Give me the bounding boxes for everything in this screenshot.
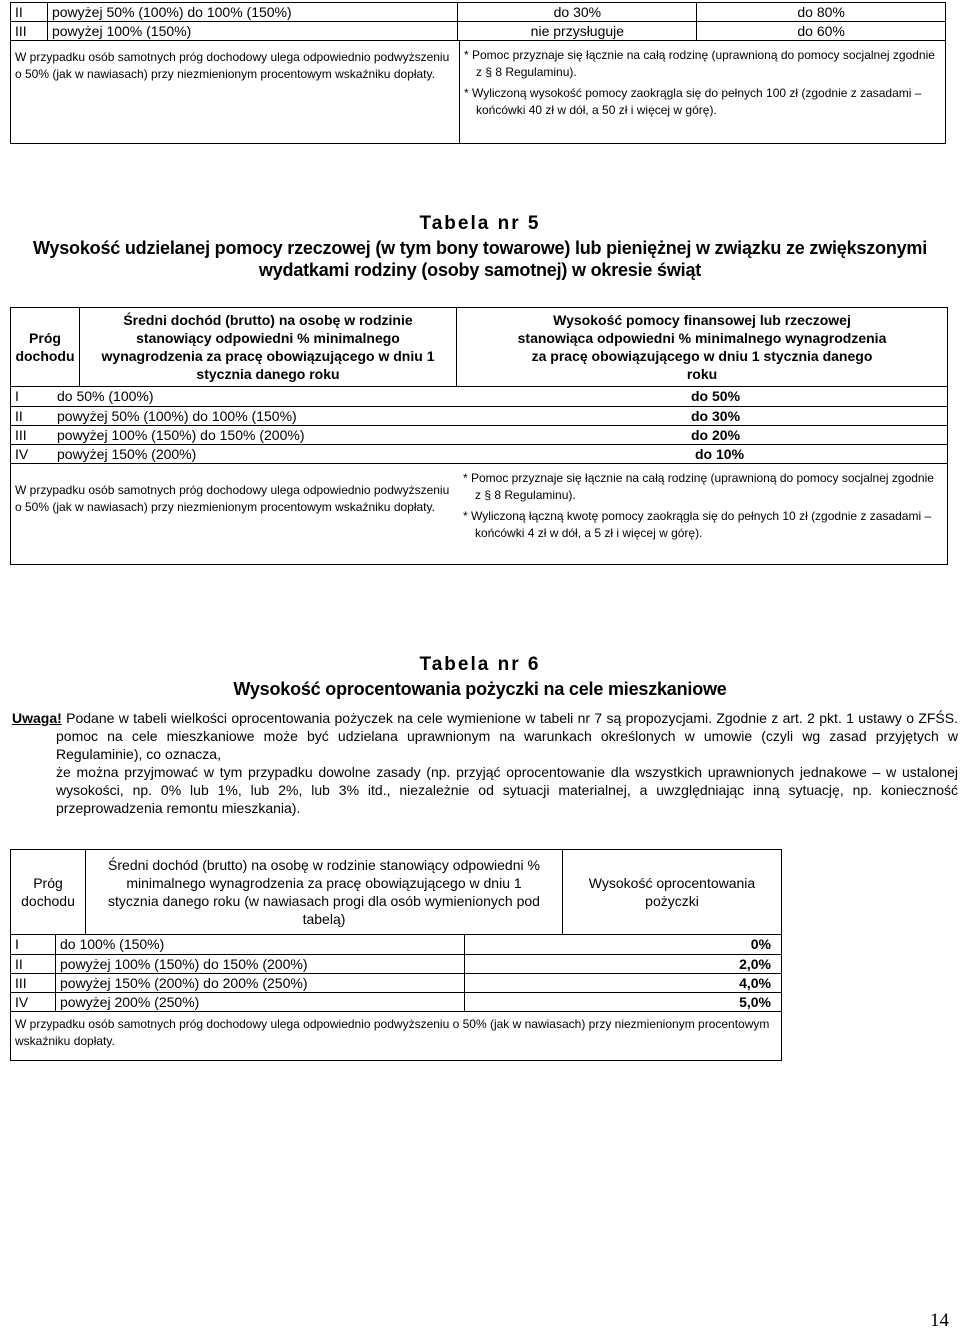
note-right bbox=[459, 464, 948, 565]
value-cell: do 20% bbox=[441, 426, 948, 445]
prog-cell: IV bbox=[11, 445, 54, 464]
value-cell: do 10% bbox=[441, 445, 948, 464]
uwaga-text-2: że można przyjmować w tym przypadku dowolne zasady (np. przyjąć oprocentowanie dla wszystkich uprawnionych jednakowe – w ustalonej wysokości, np. 0% lub 1%, lub 2%, lub 3% itd., niezależnie od sytuacji materialnej, a uwzględniając inną sytuację, np. konieczność przeprowadzenia remontu mieszkania). bbox=[56, 764, 958, 816]
table-header-row bbox=[11, 308, 948, 387]
value-cell: do 50% bbox=[441, 387, 948, 407]
value-cell: do 60% bbox=[697, 22, 946, 41]
range-cell: do 100% (150%) bbox=[56, 935, 465, 955]
note-right-2: * Wyliczoną łączną kwotę pomocy zaokrągla się do pełnych 10 zł (zgodnie z zasadami – końcówki 4 zł w dół, a 5 zł i więcej w górę). bbox=[463, 509, 932, 540]
table5-subtitle: Wysokość udzielanej pomocy rzeczowej (w tym bony towarowe) lub pieniężnej w związku ze zwiększonymi wydatkami rodziny (osoby samotnej) w okresie świąt bbox=[32, 238, 928, 280]
prog-cell: II bbox=[11, 407, 54, 426]
uwaga-text-1: Podane w tabeli wielkości oprocentowania pożyczek na cele wymienione w tabeli nr 7 są propozycjami. Zgodnie z art. 2 pkt. 1 ustawy o ZFŚS. pomoc na cele mieszkaniowe może być udzielana uprawnionym na warunkach określonych w umowie (czyli wg zasad przyjętych w Regulaminie), co oznacza, bbox=[56, 710, 958, 762]
value-cell: do 30% bbox=[458, 3, 697, 22]
prog-cell: III bbox=[11, 426, 54, 445]
col-header-prog: Próg dochodu bbox=[11, 850, 86, 935]
note-right-2: * Wyliczoną wysokość pomocy zaokrągla się do pełnych 100 zł (zgodnie z zasadami – końcówki 40 zł w dół, a 50 zł i więcej w górę). bbox=[464, 86, 922, 117]
range-cell: powyżej 50% (100%) do 100% (150%) bbox=[47, 3, 458, 22]
table4-notes bbox=[10, 40, 946, 144]
value-cell: nie przysługuje bbox=[458, 22, 697, 41]
range-cell: powyżej 150% (200%) do 200% (250%) bbox=[56, 974, 465, 993]
table-row bbox=[11, 993, 782, 1012]
prog-cell: II bbox=[11, 955, 56, 974]
value-cell: 5,0% bbox=[465, 993, 782, 1012]
table4-rows bbox=[10, 2, 946, 41]
value-cell: 0% bbox=[465, 935, 782, 955]
note: W przypadku osób samotnych próg dochodowy ulega odpowiednio podwyższeniu o 50% (jak w nawiasach) przy niezmienionym procentowym wskaźniku dopłaty. bbox=[11, 1012, 782, 1061]
range-cell: powyżej 100% (150%) bbox=[47, 22, 458, 41]
value-cell: 4,0% bbox=[465, 974, 782, 993]
range-cell: powyżej 100% (150%) do 150% (200%) bbox=[53, 426, 441, 445]
table6-heading: Tabela nr 6 bbox=[419, 654, 541, 675]
col-header-range: Średni dochód (brutto) na osobę w rodzinie stanowiący odpowiedni % minimalnego wynagrodzenia za pracę obowiązującego w dniu 1 stycznia danego roku (w nawiasach progi dla osób wymienionych pod tabelą) bbox=[86, 850, 563, 935]
table-row bbox=[11, 387, 948, 407]
table5-body bbox=[10, 386, 948, 464]
table-row bbox=[11, 407, 948, 426]
range-cell: powyżej 100% (150%) do 150% (200%) bbox=[56, 955, 465, 974]
table-row bbox=[11, 955, 782, 974]
note-left: W przypadku osób samotnych próg dochodowy ulega odpowiednio podwyższeniu o 50% (jak w nawiasach) przy niezmienionym procentowym wskaźniku dopłaty. bbox=[11, 41, 460, 144]
table6-grid bbox=[10, 849, 782, 935]
range-cell: powyżej 200% (250%) bbox=[56, 993, 465, 1012]
note-right-1: * Pomoc przyznaje się łącznie na całą rodzinę (uprawnioną do pomocy socjalnej zgodnie z § 8 Regulaminu). bbox=[463, 471, 934, 502]
table-header-row bbox=[11, 850, 782, 935]
table6-body bbox=[10, 934, 782, 1012]
uwaga-paragraph-1 bbox=[12, 709, 958, 763]
note-right bbox=[460, 41, 946, 144]
range-cell: do 50% (100%) bbox=[53, 387, 441, 407]
col-header-value: Wysokość oprocentowania pożyczki bbox=[563, 850, 782, 935]
prog-cell: III bbox=[11, 974, 56, 993]
page-number: 14 bbox=[930, 1310, 949, 1331]
note-right-1: * Pomoc przyznaje się łącznie na całą rodzinę (uprawnioną do pomocy socjalnej zgodnie z § 8 Regulaminu). bbox=[464, 48, 935, 79]
col-header-range: Średni dochód (brutto) na osobę w rodzinie stanowiący odpowiedni % minimalnego wynagrodzenia za pracę obowiązującego w dniu 1 stycznia danego roku bbox=[80, 308, 457, 387]
table5-grid bbox=[10, 307, 948, 387]
table-row bbox=[11, 935, 782, 955]
prog-cell: I bbox=[11, 387, 54, 407]
prog-cell: II bbox=[11, 3, 48, 22]
table-row bbox=[11, 22, 946, 41]
uwaga-note bbox=[12, 709, 958, 817]
range-cell: powyżej 50% (100%) do 100% (150%) bbox=[53, 407, 441, 426]
uwaga-label: Uwaga! bbox=[12, 710, 62, 726]
col-header-prog: Próg dochodu bbox=[11, 308, 80, 387]
note-left: W przypadku osób samotnych próg dochodowy ulega odpowiednio podwyższeniu o 50% (jak w nawiasach) przy niezmienionym procentowym wskaźniku dopłaty. bbox=[11, 464, 460, 565]
prog-cell: IV bbox=[11, 993, 56, 1012]
table5 bbox=[10, 307, 948, 565]
prog-cell: I bbox=[11, 935, 56, 955]
table-row bbox=[11, 445, 948, 464]
table-row bbox=[11, 3, 946, 22]
table6 bbox=[10, 849, 782, 1061]
table-row bbox=[11, 974, 782, 993]
col-header-value: Wysokość pomocy finansowej lub rzeczowej stanowiąca odpowiedni % minimalnego wynagrodzenia za pracę obowiązującego w dniu 1 stycznia danego roku bbox=[457, 308, 948, 387]
value-cell: 2,0% bbox=[465, 955, 782, 974]
table6-notes bbox=[10, 1011, 782, 1061]
prog-cell: III bbox=[11, 22, 48, 41]
table4-tail bbox=[10, 2, 946, 144]
value-cell: do 30% bbox=[441, 407, 948, 426]
table5-heading: Tabela nr 5 bbox=[419, 213, 541, 234]
range-cell: powyżej 150% (200%) bbox=[53, 445, 441, 464]
table6-subtitle: Wysokość oprocentowania pożyczki na cele mieszkaniowe bbox=[233, 679, 727, 699]
table5-notes bbox=[10, 463, 948, 565]
value-cell: do 80% bbox=[697, 3, 946, 22]
table-row bbox=[11, 426, 948, 445]
